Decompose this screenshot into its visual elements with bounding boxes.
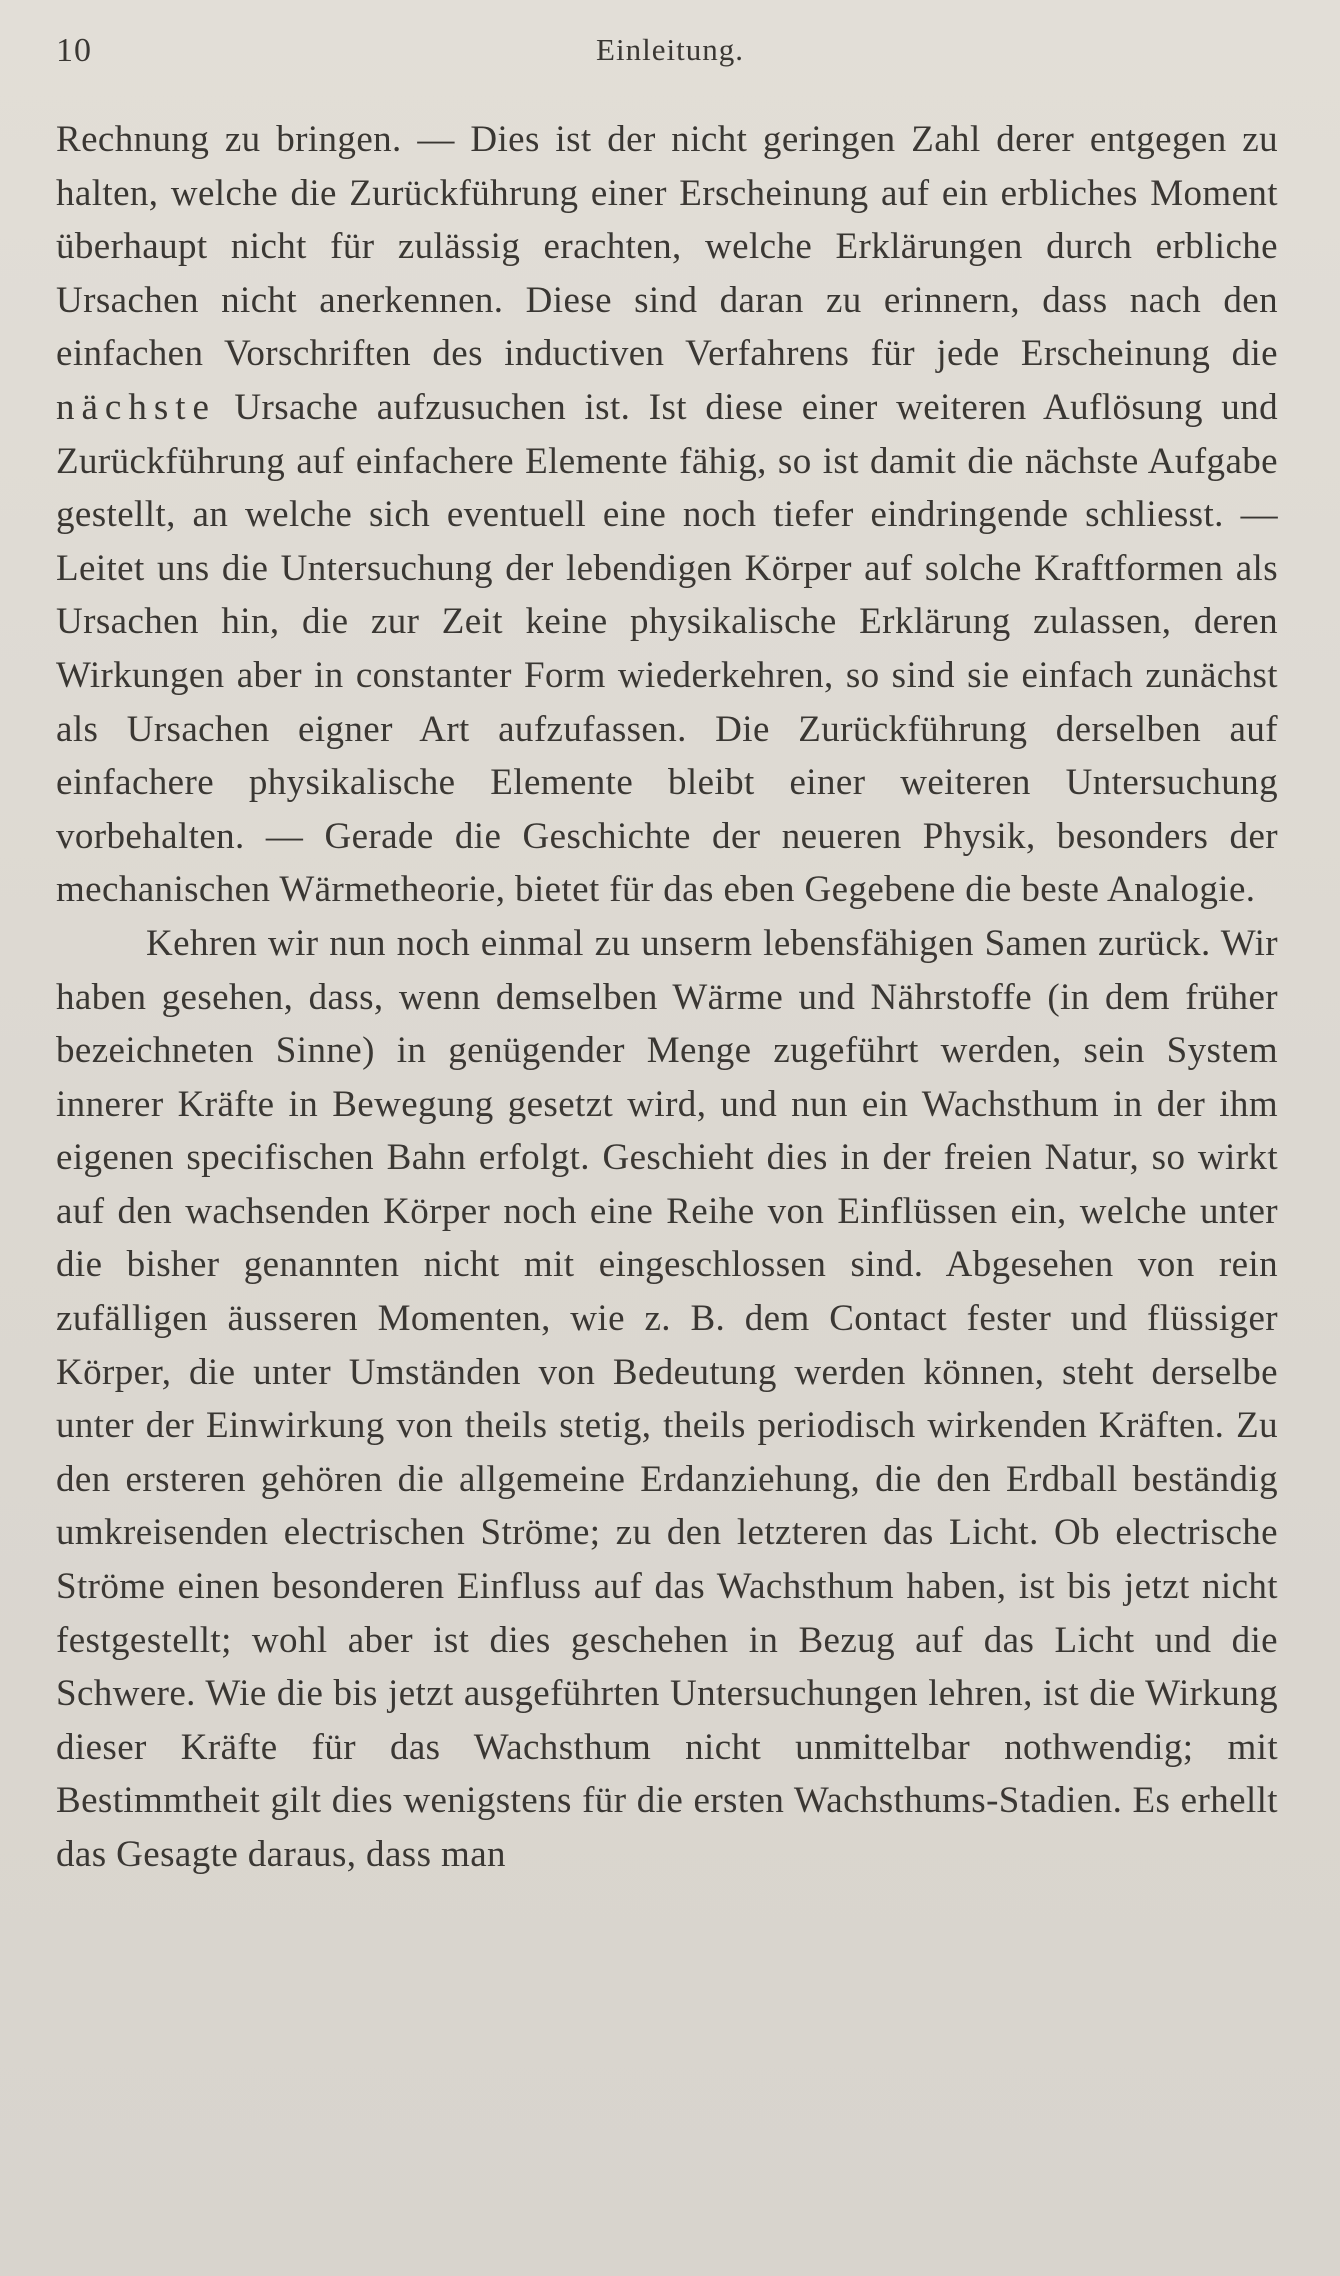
page-header (56, 28, 1284, 72)
emphasized-word: nächste (56, 386, 216, 428)
paragraph-1-text-after: Ursache aufzusuchen ist. Ist diese einer weiteren Auflösung und Zurückführung auf einfachere Elemente fähig, so ist damit die nächste Aufgabe gestellt, an welche sich eventuell eine noch tiefer eindringende schliesst. — Leitet uns die Untersuchung der lebendigen Körper auf solche Kraftformen als Ursachen hin, die zur Zeit keine physikalische Erklärung zulassen, deren Wirkungen aber in constanter Form wiederkehren, so sind sie einfach zunächst als Ursachen eigner Art aufzufassen. Die Zurückführung derselben auf einfachere physikalische Elemente bleibt einer weiteren Untersuchung vorbehalten. — Gerade die Geschichte der neueren Physik, besonders der mechanischen Wärmetheorie, bietet für das eben Gegebene die beste Analogie. (56, 386, 1278, 911)
running-head: Einleitung. (596, 32, 744, 67)
body-text (56, 113, 1278, 1882)
paragraph-1 (56, 113, 1278, 917)
paragraph-1-text-before: Rechnung zu bringen. — Dies ist der nicht geringen Zahl derer entgegen zu halten, welche die Zurückführung einer Erscheinung auf ein erbliches Moment überhaupt nicht für zulässig erachten, welche Erklärungen durch erbliche Ursachen nicht anerkennen. Diese sind daran zu erinnern, dass nach den einfachen Vorschriften des inductiven Verfahrens für jede Erscheinung die (56, 119, 1278, 375)
paragraph-2: Kehren wir nun noch einmal zu unserm lebensfähigen Samen zurück. Wir haben gesehen, dass, wenn demselben Wärme und Nährstoffe (in dem früher bezeichneten Sinne) in genügender Menge zugeführt werden, sein System innerer Kräfte in Bewegung gesetzt wird, und nun ein Wachsthum in der ihm eigenen specifischen Bahn erfolgt. Geschieht dies in der freien Natur, so wirkt auf den wachsenden Körper noch eine Reihe von Einflüssen ein, welche unter die bisher genannten nicht mit eingeschlossen sind. Abgesehen von rein zufälligen äusseren Momenten, wie z. B. dem Contact fester und flüssiger Körper, die unter Umständen von Bedeutung werden können, steht derselbe unter der Einwirkung von theils stetig, theils periodisch wirkenden Kräften. Zu den ersteren gehören die allgemeine Erdanziehung, die den Erdball beständig umkreisenden electrischen Ströme; zu den letzteren das Licht. Ob electrische Ströme einen besonderen Einfluss auf das Wachsthum haben, ist bis jetzt nicht festgestellt; wohl aber ist dies geschehen in Bezug auf das Licht und die Schwere. Wie die bis jetzt ausgeführten Untersuchungen lehren, ist die Wirkung dieser Kräfte für das Wachsthum nicht unmittelbar nothwendig; mit Bestimmtheit gilt dies wenigstens für die ersten Wachsthums-Stadien. Es erhellt das Gesagte daraus, dass man (56, 922, 1278, 1875)
page-number: 10 (56, 32, 92, 69)
